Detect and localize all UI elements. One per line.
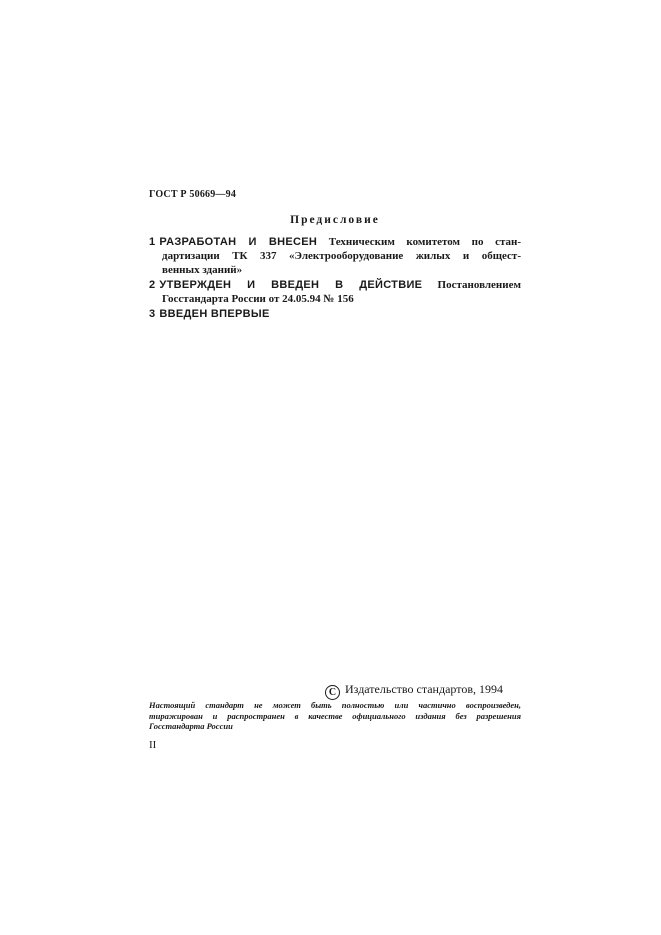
copyright <box>325 682 503 700</box>
preface-item-1 <box>149 235 521 277</box>
preface-item-2-number: 2 <box>149 279 156 291</box>
preface-item-1-text: Техническим комитетом по стан- <box>328 236 521 248</box>
preface-item-1-number: 1 <box>149 236 156 248</box>
reproduction-notice <box>149 700 521 732</box>
page-number: II <box>149 739 157 751</box>
copyright-text: Издательство стандартов, 1994 <box>345 682 503 696</box>
preface-item-1-line-1 <box>149 235 521 249</box>
document-code: ГОСТ Р 50669—94 <box>149 189 237 200</box>
preface-item-1-line-2: дартизации ТК 337 «Электрооборудование жилых и общест- <box>162 250 521 262</box>
preface-item-2-text: Постановлением <box>437 279 521 291</box>
preface-item-2-caps: УТВЕРЖДЕН И ВВЕДЕН В ДЕЙСТВИЕ <box>159 279 423 291</box>
preface-item-1-line-3: венных зданий» <box>162 264 243 276</box>
notice-line-3: Госстандарта России <box>149 721 233 731</box>
preface-item-2-line-2: Госстандарта России от 24.05.94 № 156 <box>162 293 354 305</box>
preface-item-3 <box>149 307 521 321</box>
notice-line-1: Настоящий стандарт не может быть полностью или частично воспроизведен, <box>149 700 521 710</box>
preface-item-1-caps: РАЗРАБОТАН И ВНЕСЕН <box>159 236 318 248</box>
preface-item-3-line-1 <box>149 307 521 321</box>
preface-item-3-number: 3 <box>149 308 156 320</box>
preface-item-2-line-1 <box>149 278 521 292</box>
preface-item-2 <box>149 278 521 306</box>
copyright-icon: C <box>325 685 340 700</box>
preface-item-3-caps: ВВЕДЕН ВПЕРВЫЕ <box>159 308 270 320</box>
notice-line-2: тиражирован и распространен в качестве официального издания без разрешения <box>149 710 521 721</box>
preface-title: Предисловие <box>290 214 380 226</box>
